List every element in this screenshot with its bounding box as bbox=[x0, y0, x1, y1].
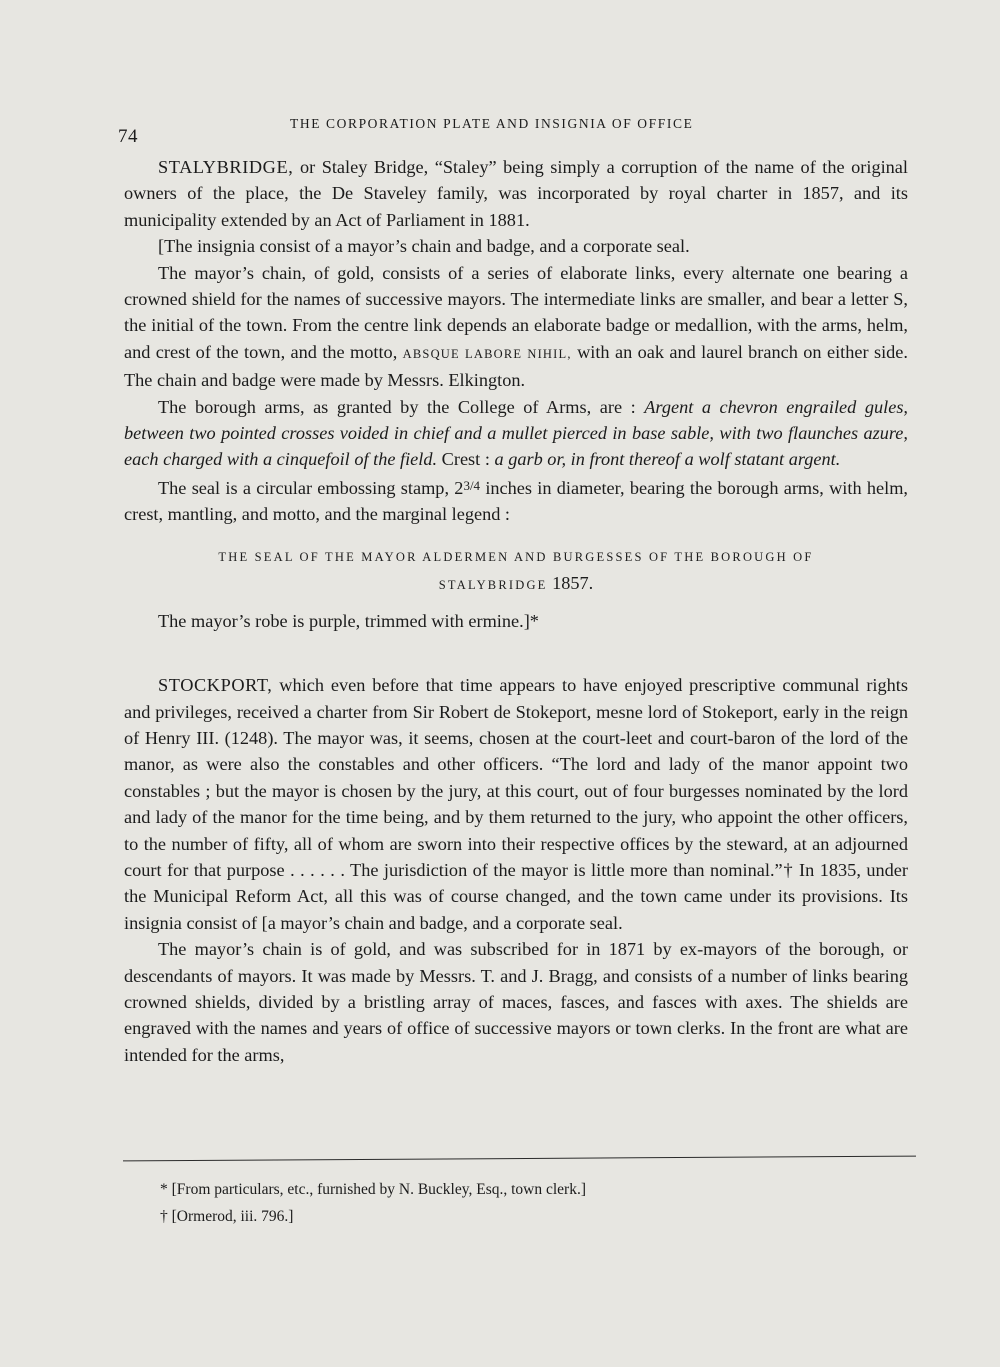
footnote-1: * [From particulars, etc., furnished by N. Buckley, Esq., town clerk.] bbox=[160, 1181, 587, 1198]
seal-legend-line1: THE SEAL OF THE MAYOR ALDERMEN AND BURGESSES OF THE BOROUGH OF bbox=[218, 549, 814, 564]
stockport-heading: STOCKPORT, bbox=[158, 675, 273, 696]
crest-label: Crest : bbox=[437, 449, 495, 470]
stalybridge-seal bbox=[124, 473, 908, 528]
seal-fraction: 3/4 bbox=[463, 477, 481, 493]
running-head bbox=[118, 108, 908, 147]
seal-text-a: The seal is a circular embossing stamp, 2 bbox=[158, 477, 464, 498]
stalybridge-robe: The mayor’s robe is purple, trimmed with ermine.]* bbox=[158, 610, 539, 631]
stalybridge-intro-text: or Staley Bridge, “Staley” being simply a corruption of the name of the original owners of the place, the De Staveley family, was incorporated by royal charter in 1857, and its municipality extended by an Act of Parliament in 1881. bbox=[124, 157, 908, 230]
stalybridge-insignia: [The insignia consist of a mayor’s chain and badge, and a corporate seal. bbox=[158, 236, 690, 257]
footnote-rule bbox=[123, 1156, 916, 1162]
stalybridge-chain-text-a: The mayor’s chain, of gold, consists of a series of elaborate links, every alternate one bearing a crowned shield for the names of successive mayors. The intermediate links are smaller, and bear a letter S, the initial of the town. From the centre link depends an elaborate badge or medallion, with the arms, helm, and crest of the town, and the motto, bbox=[124, 262, 908, 362]
stalybridge-intro bbox=[124, 154, 908, 233]
stalybridge-heading: STALYBRIDGE, bbox=[158, 157, 294, 177]
seal-legend-year: 1857. bbox=[547, 572, 594, 593]
seal-text-b: inches in diameter, bearing the borough arms, with helm, crest, mantling, and motto, and the marginal legend : bbox=[124, 477, 909, 525]
stalybridge-chain bbox=[124, 260, 908, 394]
running-title: THE CORPORATION PLATE AND INSIGNIA OF OFFICE bbox=[290, 116, 694, 131]
seal-legend bbox=[124, 542, 908, 598]
stalybridge-arms bbox=[124, 394, 908, 473]
arms-blazon: Argent a chevron engrailed gules, between two pointed crosses voided in chief and a mullet pierced in base sable, with two flaunches azure, each charged with a cinquefoil of the field. bbox=[124, 396, 908, 470]
stockport-intro-text: which even before that time appears to have enjoyed prescriptive communal rights and privileges, received a charter from Sir Robert de Stokeport, mesne lord of Stokeport, early in the reign of Henry III. (1248). The mayor was, it seems, chosen at the court-leet and court-baron of the lord of the manor, as were also the constables and other officers. “The lord and lady of the manor appoint two constables ; but the mayor is chosen by the jury, at this court, out of four burgesses nominated by the lord and lady of the manor for the time being, and by them returned to the jury, who appoint the other officers, to the number of fifty, all of whom are sworn into their respective offices by the steward, at an adjourned court for that purpose . . . . . . The jurisdiction of the mayor is little more than nominal.”† In 1835, under the Municipal Reform Act, all this was of course changed, and the town came under its provisions. Its insignia consist of [a mayor’s chain and badge, and a corporate seal. bbox=[124, 675, 908, 933]
crest-blazon: a garb or, in front thereof a wolf statant argent. bbox=[494, 449, 841, 470]
footnotes bbox=[160, 1176, 880, 1230]
stockport-chain: The mayor’s chain is of gold, and was subscribed for in 1871 by ex-mayors of the borough, or descendants of mayors. It was made by Messrs. T. and J. Bragg, and consists of a number of links bearing crowned shields, divided by a bristling array of maces, fasces, and fasces with axes. The shields are engraved with the names and years of office of successive mayors or town clerks. In the front are what are intended for the arms, bbox=[124, 939, 908, 1065]
stalybridge-chain-text-b: with an oak and laurel branch on either side. The chain and badge were made by Messrs. Elkington. bbox=[124, 341, 908, 391]
body-text bbox=[124, 154, 908, 1068]
page-number: 74 bbox=[118, 126, 138, 147]
stockport-intro bbox=[124, 672, 908, 936]
motto: ABSQUE LABORE NIHIL, bbox=[402, 346, 572, 361]
section-gap bbox=[124, 634, 908, 672]
footnote-2: † [Ormerod, iii. 796.] bbox=[160, 1208, 294, 1225]
seal-legend-line2: STALYBRIDGE bbox=[438, 577, 548, 592]
arms-intro: The borough arms, as granted by the College of Arms, are : bbox=[158, 396, 645, 417]
